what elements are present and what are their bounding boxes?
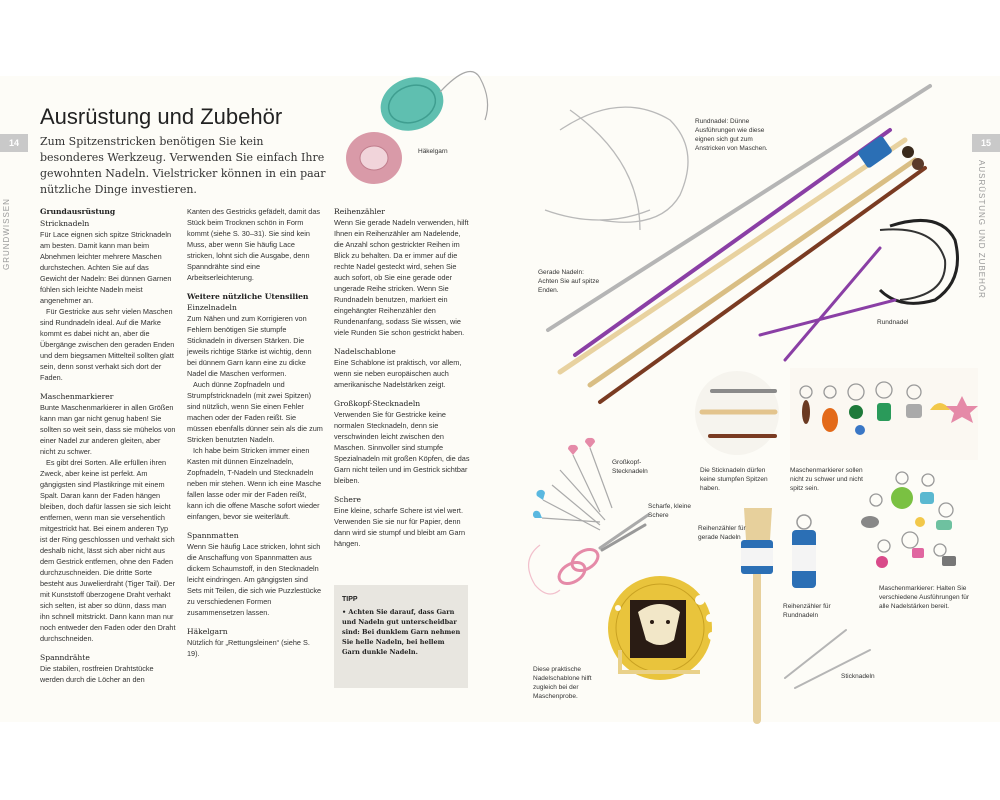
- heading-grundausruestung: Grundausrüstung: [40, 207, 116, 216]
- paragraph: Für Gestricke aus sehr vielen Maschen sind Rundnadeln ideal. Auf die Marke kommt es dabei nicht an, aber die Übergänge zwischen den geraden Enden und dem biegsamen Mittelteil sollten glatt sein, denn sonst verhakt sich dort der Faden.: [40, 307, 175, 382]
- caption-maschenmarkierer-2: Maschenmarkierer: Halten Sie verschiedene Ausführungen für alle Nadelstärken bereit.: [879, 585, 969, 610]
- thin-circular-needle-icon: [545, 107, 688, 230]
- paragraph: Wenn Sie gerade Nadeln verwenden, hilft Ihnen ein Reihenzähler am Nadelende, die Anzahl schon gestrickter Reihen im Blick zu behalten. Da er immer auf die rechte Nadel gesteckt wird, sehen Sie auch sofort, ob Sie eine gerade oder ungerade Reihe stricken. Wenn Sie Rundnadeln benutzen, markiert ein eingehängter Reihenzähler den Rundenanfang, sodass Sie wissen, wie viele Runden Sie schon gestrickt haben.: [334, 218, 469, 337]
- heading-reihenzaehler: Reihenzähler: [334, 207, 385, 216]
- sticknadeln-stumpf-icon: [695, 371, 779, 455]
- paragraph: Auch dünne Zopfnadeln und Strumpfstricknadeln (mit zwei Spitzen) sind nützlich, wenn Sie einen Fehler machen oder der Faden reißt. Sie müssen ebenfalls dünner sein als die zum Stricken benutzten Nadeln.: [187, 380, 323, 444]
- lead-paragraph: Zum Spitzenstricken benötigen Sie kein besonderes Werkzeug. Verwenden Sie einfach Ihre gewohnten Nadeln. Vielstricker können in ein paar nützliche Dinge investieren.: [40, 135, 326, 196]
- grosskopf-pins-icon: [533, 438, 612, 530]
- caption-gerade-nadeln: Gerade Nadeln: Achten Sie auf spitze Enden.: [538, 269, 600, 294]
- needle-gauge-sheep-icon: [608, 576, 716, 680]
- heading-haekelgarn: Häkelgarn: [187, 627, 228, 636]
- heading-nadelschablone: Nadelschablone: [334, 347, 396, 356]
- tip-text: • Achten Sie darauf, dass Garn und Nadeln gut unterscheidbar sind: Bei dunklem Garn nehmen Sie helle Nadeln, bei hellem Garn dunkle Nadeln.: [342, 608, 461, 656]
- caption-nadelschablone: Diese praktische Nadelschablone hilft zugleich bei der Maschenprobe.: [533, 666, 592, 700]
- heading-maschenmarkierer: Maschenmarkierer: [40, 392, 114, 401]
- caption-maschenmarkierer-1: Maschenmarkierer sollen nicht zu schwer und nicht spitz sein.: [790, 467, 863, 492]
- running-head-right: AUSRÜSTUNG UND ZUBEHÖR: [977, 160, 986, 299]
- stitch-markers-icon: [790, 368, 978, 460]
- caption-reihenzaehler-gerade: Reihenzähler für gerade Nadeln: [698, 525, 746, 541]
- tip-title: TIPP: [342, 596, 358, 603]
- paragraph: Kanten des Gestricks gefädelt, damit das Stück beim Trocknen schön in Form kommt (siehe S. 30–31). Sie sind kein Muss, aber wenn Sie häufig Lace stricken, lohnt sich die Ausgabe, denn Spanndrähte sind eine Arbeitserleichterung.: [187, 207, 321, 282]
- heading-grosskopf-stecknadeln: Großkopf-Stecknadeln: [334, 399, 421, 408]
- yarn-ball-pink-icon: [346, 132, 402, 184]
- circular-needle-icon: [760, 220, 958, 360]
- paragraph: Für Lace eignen sich spitze Stricknadeln am besten. Damit kann man beim Abnehmen leichter mehrere Maschen durchstechen. Achten Sie auf das Gewicht der Nadeln: Bei dünnen Garnen fühlen sich leichte Nadeln meist angenehmer an.: [40, 230, 172, 305]
- page-number-right: 15: [972, 134, 1000, 152]
- caption-sticknadeln: Sticknadeln: [841, 673, 875, 680]
- heading-weitere-utensilien: Weitere nützliche Utensilien: [187, 292, 309, 301]
- heading-einzelnadeln: Einzelnadeln: [187, 303, 237, 312]
- caption-rundnadel-duenn: Rundnadel: Dünne Ausführungen wie diese eignen sich gut zum Anstricken von Maschen.: [695, 118, 768, 152]
- page-title: Ausrüstung und Zubehör: [40, 104, 283, 129]
- heading-stricknadeln: Stricknadeln: [40, 219, 90, 228]
- paragraph: Bunte Maschenmarkierer in allen Größen kann man gar nicht genug haben! Sie sollten so weit sein, dass sie mühelos von einer Nadel zur anderen gleiten, aber nicht zu schwer.: [40, 403, 176, 456]
- caption-sticknadeln-stumpf: Die Sticknadeln dürfen keine stumpfen Spitzen haben.: [700, 467, 768, 492]
- scissors-icon: [529, 515, 648, 594]
- paragraph: Zum Nähen und zum Korrigieren von Fehlern benötigen Sie stumpfe Sticknadeln in diversen Stärken. Die jeweils richtige Stärke ist wichtig, denn bei dünnem Garn kann eine zu dicke Nadel die Maschen verformen.: [187, 314, 312, 378]
- row-counter-circular-icon: [792, 515, 816, 588]
- paragraph: Wenn Sie häufig Lace stricken, lohnt sich die Anschaffung von Spannmatten aus dickem Schaumstoff, in den Stecknadeln leicht eindringen. Am gängigsten sind Sets mit Teilen, die sich wie Puzzlestücke zu verschiedenen Formen zusammensetzen lassen.: [187, 542, 322, 617]
- heading-spanndraehte: Spanndrähte: [40, 653, 90, 662]
- paragraph: Es gibt drei Sorten. Alle erfüllen ihren Zweck, aber keine ist perfekt. Am gängigsten sind Plastikringe mit einem Spalt. Daran kann der Faden hängen bleiben, doch dafür lassen sie sich leicht entfernen, wenn man sie versehentlich mitgestrickt hat. Bei einem anderen Typ ist der Ring geschlossen und verhakt sich deshalb nicht, lässt sich aber nicht aus dem Gestrick entfernen, ohne den Faden durchzuschneiden. Die dritte Sorte besteht aus Juwelierdraht (Tiger Tail). Der mit Kunststoff überzogene Draht verhakt sich selten, ist aber so dünn, dass man ihn schnell mitstrickt. Dann kann man nur noch entweder den Faden oder den Draht durchschneiden.: [40, 458, 176, 643]
- caption-rundnadel: Rundnadel: [877, 319, 909, 326]
- paragraph: Eine Schablone ist praktisch, vor allem, wenn sie neben europäischen auch amerikanische Nadelstärken zeigt.: [334, 358, 462, 389]
- paragraph: Verwenden Sie für Gestricke keine normalen Stecknadeln, denn sie verschwinden leicht zwischen den Maschen. Sinnvoller sind stumpfe Spezialnadeln mit großen Köpfen, die das Garn nicht teilen und im Gestrick sichtbar bleiben.: [334, 410, 470, 485]
- paragraph: Ich habe beim Stricken immer einen Kasten mit dünnen Einzelnadeln, Zopfnadeln, T-Nadeln und Stecknadeln neben mir stehen. Wenn ich eine Masche fallen lasse oder mir der Faden reißt, kann ich die offene Masche sofort wieder einfangen, bevor sie weiterläuft.: [187, 446, 322, 521]
- caption-reihenzaehler-rund: Reihenzähler für Rundnadeln: [783, 603, 831, 619]
- paragraph: Die stabilen, rostfreien Drahtstücke werden durch die Löcher an den: [40, 664, 154, 684]
- paragraph: Nützlich für „Rettungsleinen“ (siehe S. 19).: [187, 638, 310, 658]
- heading-schere: Schere: [334, 495, 361, 504]
- caption-grosskopf: Großkopf-Stecknadeln: [612, 459, 648, 475]
- heading-spannmatten: Spannmatten: [187, 531, 239, 540]
- paragraph: Eine kleine, scharfe Schere ist viel wert. Verwenden Sie sie nur für Papier, denn dann wird sie stumpf und bleibt am Garn hängen.: [334, 506, 466, 548]
- caption-schere: Scharfe, kleine Schere: [648, 503, 691, 519]
- caption-haekelgarn: Häkelgarn: [418, 148, 448, 155]
- page-number-left: 14: [0, 134, 28, 152]
- yarn-ball-teal-icon: [373, 69, 488, 140]
